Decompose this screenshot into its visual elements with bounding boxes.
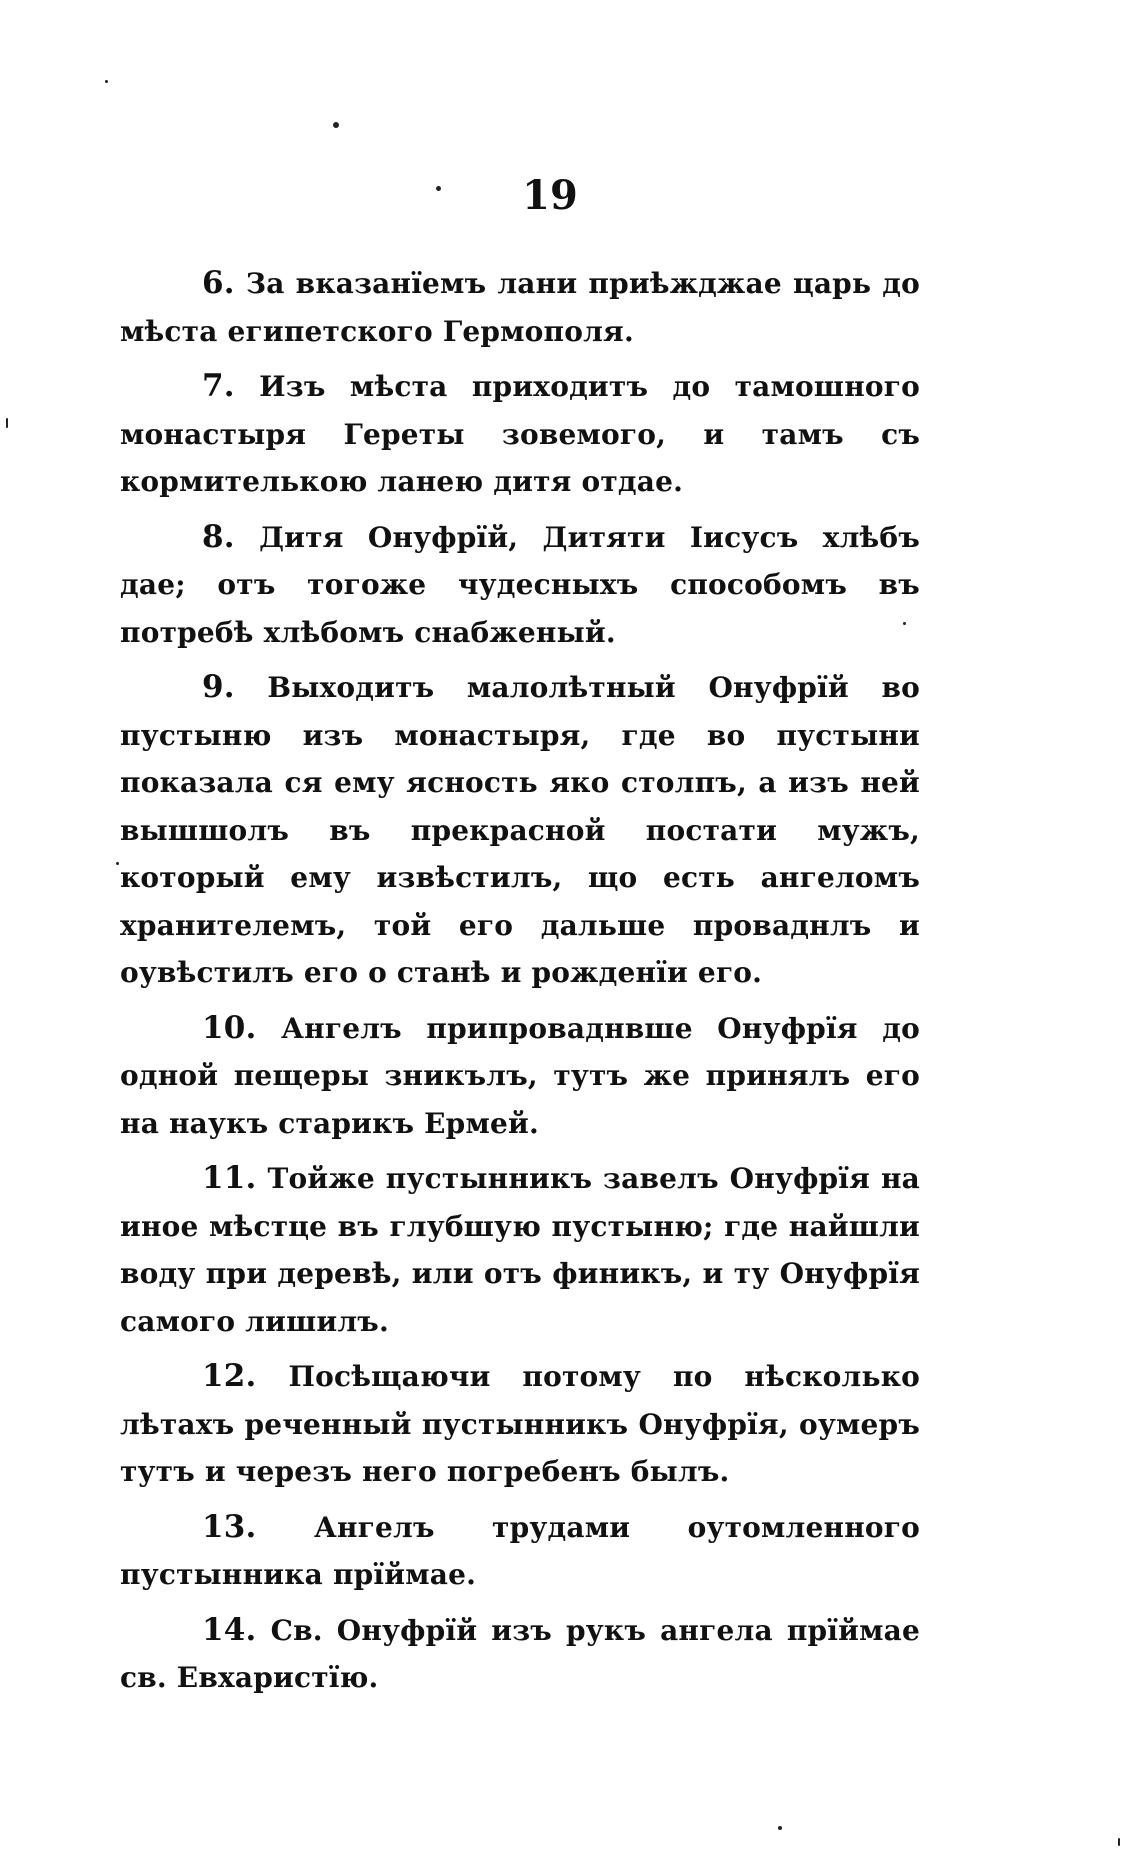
paragraph-number: 10.	[202, 1009, 257, 1046]
paragraph-number: 7.	[202, 368, 235, 404]
paragraph-text: Тойже пустынникъ завелъ Онуфрїя на иное мѣстце въ глубшую пустыню; где найшли воду при деревѣ, или отъ финикъ, и ту Онуфрїя самого лишилъ.	[120, 1162, 920, 1338]
scan-speck	[436, 186, 441, 191]
scan-speck	[333, 122, 339, 128]
paragraph-text: За вказанїемъ лани приѣжджае царь до мѣста египетского Гермополя.	[120, 267, 920, 348]
paragraph-text: Посѣщаючи потому по нѣсколько лѣтахъ реченный пустынникъ Онуфрїя, оумеръ тутъ и черезъ него погребенъ былъ.	[120, 1360, 920, 1488]
scan-speck	[6, 418, 8, 428]
paragraph-12	[120, 1353, 920, 1496]
paragraph-11	[120, 1155, 920, 1345]
paragraph-6	[120, 260, 920, 355]
paragraph-number: 13.	[202, 1508, 257, 1545]
paragraph-8	[120, 514, 920, 657]
page-number: 19	[522, 172, 578, 219]
scan-speck	[1118, 1838, 1120, 1846]
paragraph-text: Изъ мѣста приходитъ до тамошного монастыря Гереты зовемого, и тамъ съ кормителькою ланею дитя отдае.	[120, 370, 921, 498]
scan-speck	[903, 622, 906, 625]
paragraph-text: Дитя Онуфрїй, Дитяти Iисусъ хлѣбъ дае; отъ тогоже чудесныхъ способомъ въ потребѣ хлѣбомъ снабженый.	[120, 520, 920, 649]
scan-speck	[105, 80, 108, 83]
paragraph-number: 12.	[202, 1358, 257, 1394]
paragraph-13	[120, 1504, 920, 1599]
paragraph-10	[120, 1005, 920, 1148]
paragraph-number: 8.	[202, 518, 235, 555]
paragraph-text: Св. Онуфрїй изъ рукъ ангела прїймае св. Евхаристїю.	[120, 1613, 920, 1694]
scan-speck	[116, 862, 119, 865]
text-block	[120, 260, 920, 1710]
paragraph-7	[120, 363, 920, 506]
scan-speck	[778, 1826, 782, 1830]
paragraph-text: Ангелъ трудами оутомленного пустынника прїймае.	[120, 1510, 920, 1591]
paragraph-14	[120, 1607, 920, 1702]
paragraph-9	[120, 664, 920, 997]
paragraph-text: Ангелъ припроваднвше Онуфрїя до одной пещеры зникълъ, тутъ же принялъ его на наукъ старикъ Ермей.	[120, 1011, 920, 1140]
paragraph-text: Выходитъ малолѣтный Онуфрїй во пустыню изъ монастыря, где во пустыни показала ся ему ясность яко столпъ, а изъ ней вышшолъ въ прекрасной постати мужъ, который ему извѣстилъ, що есть ангеломъ хранителемъ, той его дальше проваднлъ и оувѣстилъ его о станѣ и рожденїи его.	[120, 671, 920, 989]
paragraph-number: 14.	[202, 1611, 257, 1648]
paragraph-number: 9.	[202, 669, 235, 705]
paragraph-number: 11.	[202, 1160, 257, 1196]
paragraph-number: 6.	[202, 265, 235, 301]
